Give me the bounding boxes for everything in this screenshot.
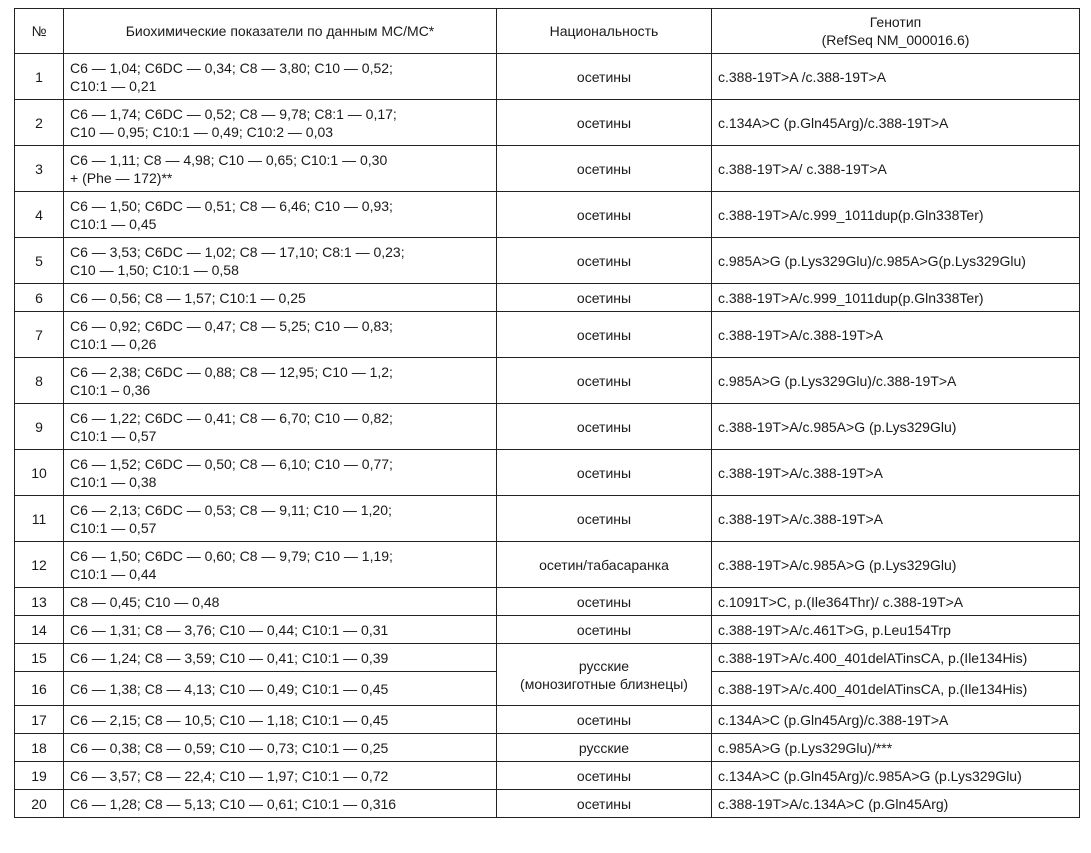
nationality: осетины <box>497 312 712 358</box>
biochem-values <box>64 542 497 588</box>
row-number: 15 <box>15 644 64 672</box>
nationality-line-1: русские <box>578 657 630 674</box>
biochem-line-2: C10 — 1,50; C10:1 — 0,58 <box>70 261 239 278</box>
table-row <box>15 762 1080 790</box>
biochem-line-2: C10:1 — 0,38 <box>70 473 157 490</box>
biochem-values <box>64 644 497 672</box>
genotype: c.388-19T>A/c.985A>G (p.Lys329Glu) <box>712 404 1080 450</box>
nationality: осетины <box>497 790 712 818</box>
biochem-line-2: C10 — 0,95; C10:1 — 0,49; C10:2 — 0,03 <box>70 123 334 140</box>
header-nationality: Национальность <box>497 9 712 54</box>
genotype: c.388-19T>A/c.388-19T>A <box>712 450 1080 496</box>
row-number: 1 <box>15 54 64 100</box>
row-number: 8 <box>15 358 64 404</box>
biochem-line-2: + (Phe — 172)** <box>70 169 173 186</box>
table-row <box>15 238 1080 284</box>
biochem-line-1: C6 — 1,31; C8 — 3,76; C10 — 0,44; C10:1 — 0,31 <box>70 621 389 638</box>
nationality: осетины <box>497 496 712 542</box>
biochem-line-2: C10:1 — 0,26 <box>70 335 157 352</box>
row-number: 7 <box>15 312 64 358</box>
table-row <box>15 284 1080 312</box>
nationality: осетины <box>497 238 712 284</box>
biochem-line-2: C10:1 — 0,21 <box>70 77 157 94</box>
row-number: 9 <box>15 404 64 450</box>
biochem-line-1: C6 — 1,38; C8 — 4,13; C10 — 0,49; C10:1 — 0,45 <box>70 680 389 697</box>
biochem-values <box>64 672 497 706</box>
biochem-values <box>64 358 497 404</box>
table-row <box>15 358 1080 404</box>
nationality: осетины <box>497 100 712 146</box>
row-number: 4 <box>15 192 64 238</box>
genotype: c.1091T>C, p.(Ile364Thr)/ c.388-19T>A <box>712 588 1080 616</box>
biochem-values <box>64 734 497 762</box>
nationality: осетины <box>497 616 712 644</box>
row-number: 14 <box>15 616 64 644</box>
biochem-values <box>64 54 497 100</box>
genotype: c.388-19T>A/c.400_401delATinsCA, p.(Ile134His) <box>712 672 1080 706</box>
biochem-values <box>64 238 497 284</box>
nationality: осетин/табасаранка <box>497 542 712 588</box>
genotype: c.388-19T>A/c.400_401delATinsCA, p.(Ile134His) <box>712 644 1080 672</box>
nationality: осетины <box>497 706 712 734</box>
genotype: c.388-19T>A /c.388-19T>A <box>712 54 1080 100</box>
biochem-line-1: C6 — 2,15; C8 — 10,5; C10 — 1,18; C10:1 — 0,45 <box>70 711 389 728</box>
nationality: русские <box>497 734 712 762</box>
row-number: 11 <box>15 496 64 542</box>
genotype: c.388-19T>A/c.999_1011dup(p.Gln338Ter) <box>712 284 1080 312</box>
nationality: осетины <box>497 588 712 616</box>
row-number: 5 <box>15 238 64 284</box>
genotype: c.134A>C (p.Gln45Arg)/c.388-19T>A <box>712 100 1080 146</box>
table-row <box>15 644 1080 672</box>
nationality: осетины <box>497 358 712 404</box>
genotype: c.134A>C (p.Gln45Arg)/c.388-19T>A <box>712 706 1080 734</box>
nationality: осетины <box>497 146 712 192</box>
genotype: c.134A>C (p.Gln45Arg)/c.985A>G (p.Lys329Glu) <box>712 762 1080 790</box>
biochem-values <box>64 616 497 644</box>
biochem-line-1: C8 — 0,45; C10 — 0,48 <box>70 593 220 610</box>
row-number: 17 <box>15 706 64 734</box>
genotype: c.388-19T>A/c.388-19T>A <box>712 496 1080 542</box>
nationality: осетины <box>497 192 712 238</box>
biochem-line-1: C6 — 0,38; C8 — 0,59; C10 — 0,73; C10:1 — 0,25 <box>70 739 389 756</box>
table-row <box>15 146 1080 192</box>
nationality: осетины <box>497 450 712 496</box>
nationality: осетины <box>497 404 712 450</box>
header-genotype-title: Генотип <box>869 14 922 30</box>
header-genotype <box>712 9 1080 54</box>
genotype: c.985A>G (p.Lys329Glu)/c.388-19T>A <box>712 358 1080 404</box>
nationality: осетины <box>497 762 712 790</box>
nationality-merged <box>497 644 712 706</box>
table-row <box>15 588 1080 616</box>
header-num: № <box>15 9 64 54</box>
biochem-line-2: C10:1 — 0,45 <box>70 215 157 232</box>
table-row <box>15 404 1080 450</box>
row-number: 13 <box>15 588 64 616</box>
biochem-line-1: C6 — 1,50; C6DC — 0,51; C8 — 6,46; C10 — 0,93; <box>70 197 393 214</box>
biochem-line-1: C6 — 1,04; C6DC — 0,34; C8 — 3,80; C10 — 0,52; <box>70 59 393 76</box>
genotype: c.388-19T>A/c.985A>G (p.Lys329Glu) <box>712 542 1080 588</box>
biochem-values <box>64 284 497 312</box>
biochem-line-1: C6 — 1,24; C8 — 3,59; C10 — 0,41; C10:1 — 0,39 <box>70 649 389 666</box>
biochem-values <box>64 312 497 358</box>
genotype: c.388-19T>A/c.388-19T>A <box>712 312 1080 358</box>
biochem-line-2: C10:1 — 0,57 <box>70 427 157 444</box>
genotype: c.388-19T>A/ c.388-19T>A <box>712 146 1080 192</box>
header-biochem: Биохимические показатели по данным МС/МС* <box>64 9 497 54</box>
biochem-line-1: C6 — 1,74; C6DC — 0,52; C8 — 9,78; C8:1 — 0,17; <box>70 105 397 122</box>
biochem-line-1: C6 — 2,13; C6DC — 0,53; C8 — 9,11; C10 — 1,20; <box>70 501 392 518</box>
biochem-line-2: C10:1 — 0,44 <box>70 565 157 582</box>
row-number: 3 <box>15 146 64 192</box>
table-row <box>15 734 1080 762</box>
table-row <box>15 192 1080 238</box>
biochem-line-1: C6 — 1,52; C6DC — 0,50; C8 — 6,10; C10 — 0,77; <box>70 455 393 472</box>
biochem-line-1: C6 — 3,57; C8 — 22,4; C10 — 1,97; C10:1 — 0,72 <box>70 767 389 784</box>
biochem-line-1: C6 — 2,38; C6DC — 0,88; C8 — 12,95; C10 — 1,2; <box>70 363 393 380</box>
biochem-line-1: C6 — 1,11; C8 — 4,98; C10 — 0,65; C10:1 — 0,30 <box>70 151 388 168</box>
table-row <box>15 790 1080 818</box>
biochem-values <box>64 146 497 192</box>
row-number: 18 <box>15 734 64 762</box>
biochem-line-1: C6 — 0,92; C6DC — 0,47; C8 — 5,25; C10 — 0,83; <box>70 317 393 334</box>
genotype: c.985A>G (p.Lys329Glu)/*** <box>712 734 1080 762</box>
genotype-table <box>14 8 1080 818</box>
table-row <box>15 496 1080 542</box>
genotype: c.388-19T>A/c.461T>G, p.Leu154Trp <box>712 616 1080 644</box>
genotype: c.388-19T>A/c.999_1011dup(p.Gln338Ter) <box>712 192 1080 238</box>
biochem-values <box>64 790 497 818</box>
header-genotype-refseq: (RefSeq NM_000016.6) <box>821 32 970 48</box>
row-number: 2 <box>15 100 64 146</box>
biochem-values <box>64 762 497 790</box>
row-number: 16 <box>15 672 64 706</box>
table-row <box>15 542 1080 588</box>
biochem-values <box>64 192 497 238</box>
table-row <box>15 616 1080 644</box>
row-number: 20 <box>15 790 64 818</box>
biochem-values <box>64 496 497 542</box>
biochem-line-1: C6 — 3,53; C6DC — 1,02; C8 — 17,10; C8:1 — 0,23; <box>70 243 405 260</box>
nationality: осетины <box>497 54 712 100</box>
genotype: c.388-19T>A/c.134A>C (p.Gln45Arg) <box>712 790 1080 818</box>
biochem-values <box>64 450 497 496</box>
biochem-values <box>64 706 497 734</box>
biochem-line-1: C6 — 1,50; C6DC — 0,60; C8 — 9,79; C10 — 1,19; <box>70 547 393 564</box>
table-row <box>15 54 1080 100</box>
table-body <box>15 54 1080 818</box>
biochem-line-2: C10:1 – 0,36 <box>70 381 151 398</box>
table-header-row <box>15 9 1080 54</box>
table-row <box>15 706 1080 734</box>
genotype: c.985A>G (p.Lys329Glu)/c.985A>G(p.Lys329Glu) <box>712 238 1080 284</box>
row-number: 19 <box>15 762 64 790</box>
biochem-values <box>64 588 497 616</box>
table-row <box>15 312 1080 358</box>
table-row <box>15 100 1080 146</box>
biochem-values <box>64 404 497 450</box>
row-number: 10 <box>15 450 64 496</box>
biochem-line-1: C6 — 0,56; C8 — 1,57; C10:1 — 0,25 <box>70 289 306 306</box>
biochem-line-1: C6 — 1,22; C6DC — 0,41; C8 — 6,70; C10 — 0,82; <box>70 409 393 426</box>
biochem-line-1: C6 — 1,28; C8 — 5,13; C10 — 0,61; C10:1 — 0,316 <box>70 795 397 812</box>
nationality: осетины <box>497 284 712 312</box>
row-number: 6 <box>15 284 64 312</box>
row-number: 12 <box>15 542 64 588</box>
biochem-line-2: C10:1 — 0,57 <box>70 519 157 536</box>
nationality-line-2: (монозиготные близнецы) <box>520 675 688 692</box>
table-row <box>15 450 1080 496</box>
biochem-values <box>64 100 497 146</box>
